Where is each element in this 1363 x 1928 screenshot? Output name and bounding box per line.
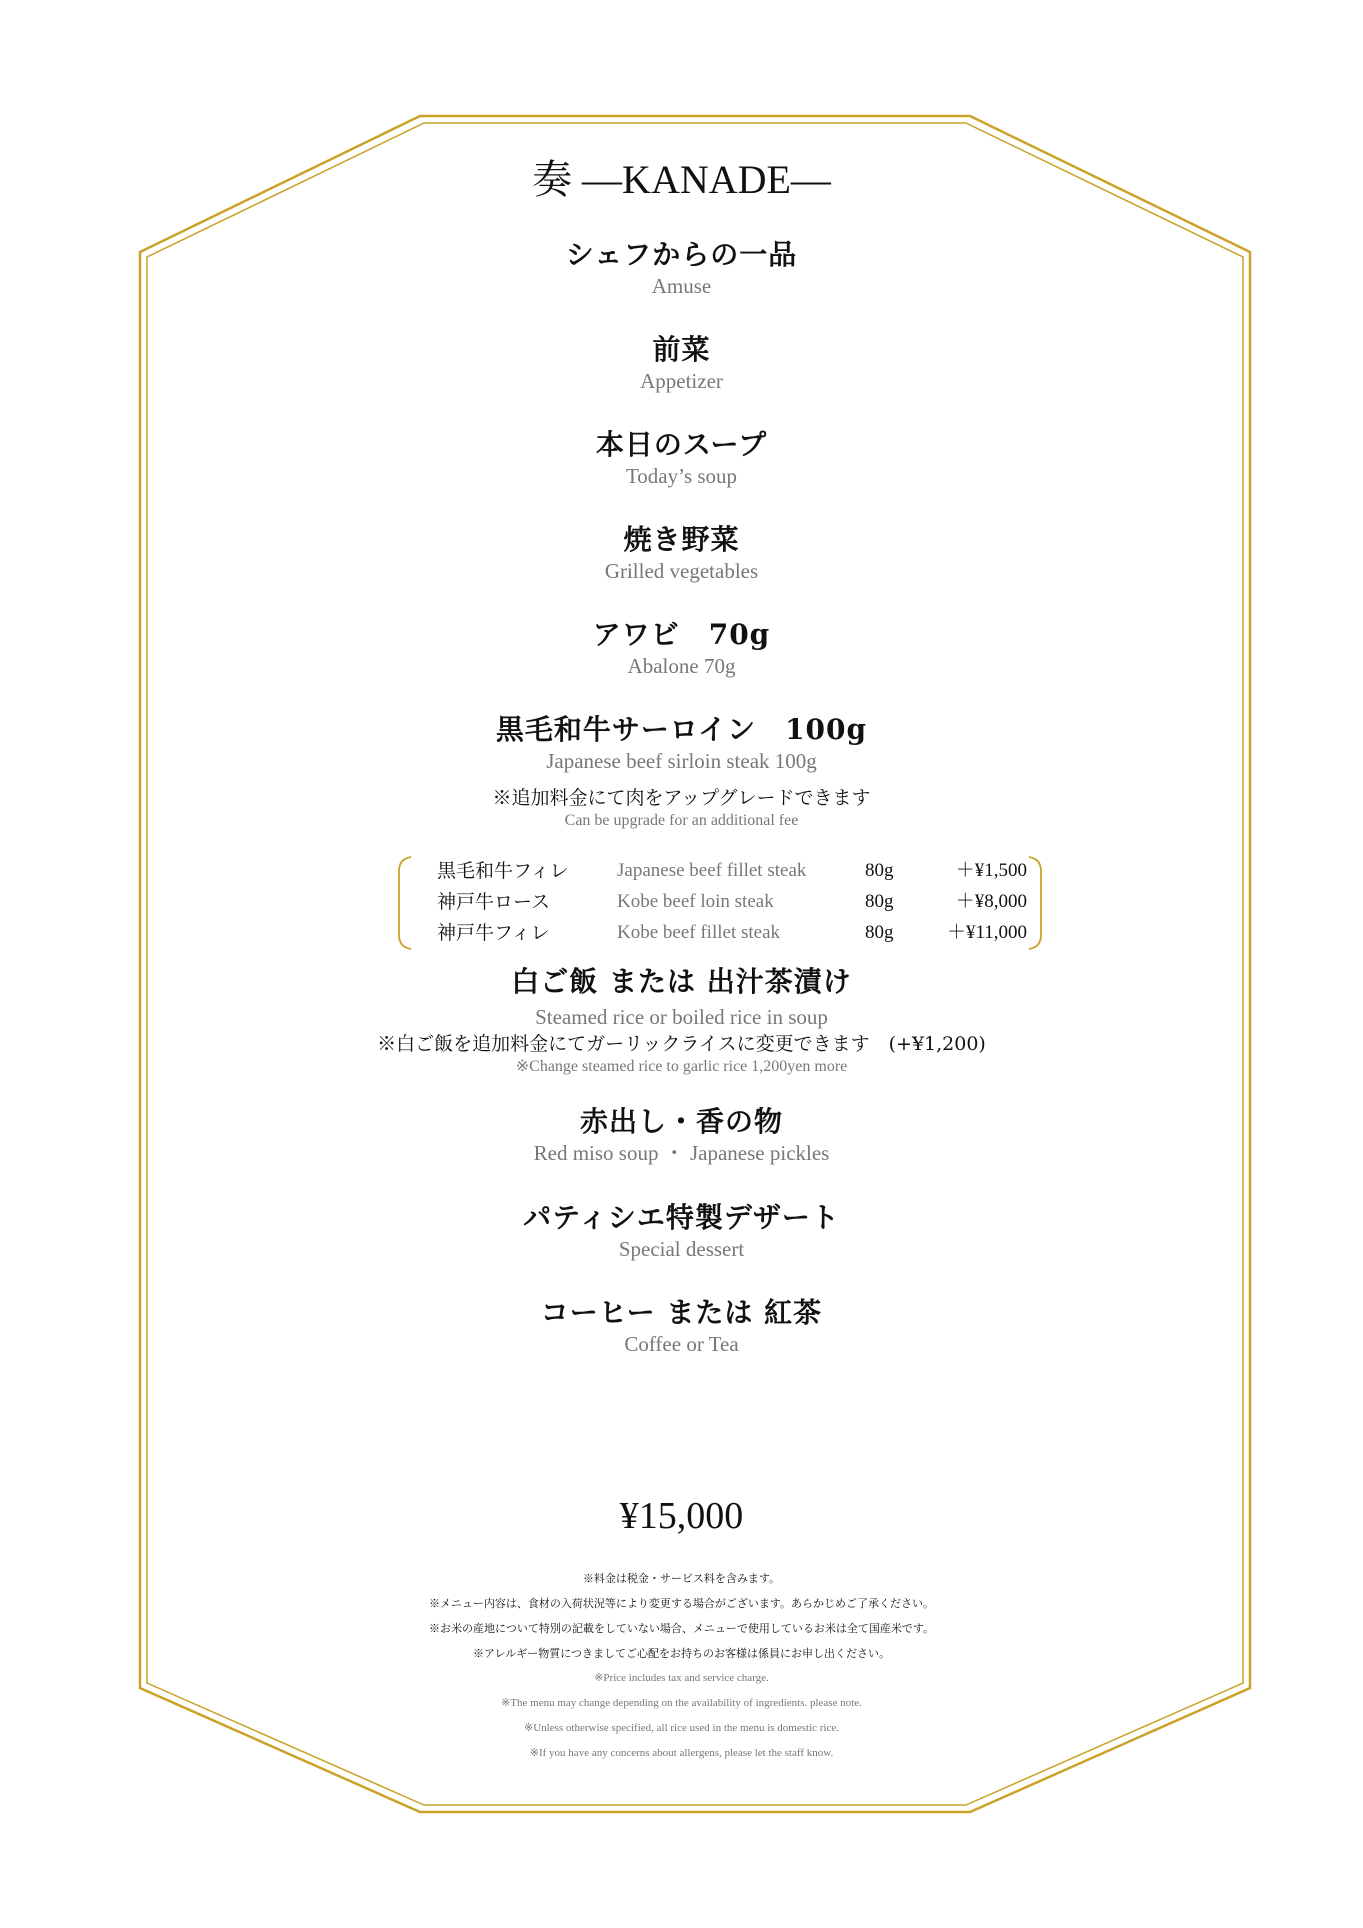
course-dessert	[0, 1201, 1363, 1263]
course-vegetables	[0, 523, 1363, 585]
note-en: ※Change steamed rice to garlic rice 1,200yen more	[515, 1058, 848, 1075]
course-en-name: Grilled vegetables	[604, 559, 759, 583]
course-en-name: Japanese beef sirloin steak 100g	[546, 749, 817, 773]
upgrade-weight: 80g	[865, 891, 894, 912]
upgrade-jp: 黒毛和牛フィレ	[437, 860, 569, 882]
course-jp-name: 黒毛和牛サーロイン 100g	[495, 713, 868, 746]
upgrade-en: Japanese beef fillet steak	[617, 860, 807, 881]
course-jp-name: コーヒー または 紅茶	[540, 1296, 823, 1329]
footnote-en: ※The menu may change depending on the availability of ingredients. please note.	[501, 1697, 862, 1709]
course-jp-name: 本日のスープ	[595, 428, 768, 461]
footnote-en: ※Price includes tax and service charge.	[594, 1672, 769, 1684]
note-en: Can be upgrade for an additional fee	[564, 812, 799, 829]
note-jp: ※白ご飯を追加料金にてガーリックライスに変更できます (+¥1,200)	[377, 1033, 986, 1055]
footnotes	[0, 1566, 1363, 1766]
upgrade-options	[395, 855, 1045, 951]
course-soup	[0, 428, 1363, 490]
course-abalone	[0, 618, 1363, 680]
course-en-name: Amuse	[651, 274, 712, 298]
course-appetizer	[0, 333, 1363, 395]
note-jp: ※追加料金にて肉をアップグレードできます	[492, 787, 871, 809]
upgrade-jp: 神戸牛ロース	[437, 891, 551, 913]
upgrade-price: ＋¥8,000	[955, 891, 1027, 912]
course-en-name: Abalone 70g	[627, 654, 736, 678]
course-amuse	[0, 238, 1363, 300]
upgrade-price: ＋¥1,500	[955, 860, 1027, 881]
course-en-name: Today’s soup	[625, 464, 738, 488]
course-en-name: Red miso soup ・ Japanese pickles	[533, 1141, 830, 1165]
course-sirloin	[0, 713, 1363, 775]
beef-upgrade-note	[0, 786, 1363, 832]
footnote-en: ※Unless otherwise specified, all rice used in the menu is domestic rice.	[524, 1722, 839, 1734]
course-jp-name: 白ご飯 または 出汁茶漬け	[511, 965, 852, 998]
course-rice	[0, 965, 1363, 1031]
course-en-name: Steamed rice or boiled rice in soup	[535, 1005, 828, 1029]
course-jp-name: 前菜	[652, 333, 711, 366]
course-drink	[0, 1296, 1363, 1358]
footnote-jp: ※アレルギー物質につきましてご心配をお持ちのお客様は係員にお申し出ください。	[472, 1647, 891, 1660]
course-price: ¥15,000	[619, 1495, 744, 1537]
footnote-jp: ※メニュー内容は、食材の入荷状況等により変更する場合がございます。あらかじめご了承ください。	[428, 1597, 935, 1610]
course-en-name: Appetizer	[640, 369, 723, 393]
course-miso	[0, 1105, 1363, 1167]
upgrade-weight: 80g	[865, 922, 894, 943]
course-jp-name: パティシエ特製デザート	[523, 1201, 840, 1234]
upgrade-en: Kobe beef loin steak	[617, 891, 774, 912]
footnote-jp: ※料金は税金・サービス料を含みます。	[582, 1572, 781, 1585]
footnote-en: ※If you have any concerns about allergens, please let the staff know.	[529, 1747, 834, 1759]
rice-upgrade-note	[0, 1032, 1363, 1078]
upgrade-weight: 80g	[865, 860, 894, 881]
course-jp-name: シェフからの一品	[565, 238, 798, 271]
course-en-name: Special dessert	[618, 1237, 745, 1261]
upgrade-row	[395, 855, 1045, 887]
upgrade-price: ＋¥11,000	[946, 922, 1027, 943]
course-jp-name: アワビ 70g	[592, 618, 771, 651]
upgrade-row	[395, 886, 1045, 918]
upgrade-row	[395, 917, 1045, 949]
course-jp-name: 赤出し・香の物	[579, 1105, 783, 1138]
course-en-name: Coffee or Tea	[624, 1332, 739, 1356]
menu-title: 奏 —KANADE—	[532, 157, 831, 202]
upgrade-jp: 神戸牛フィレ	[437, 922, 550, 944]
course-jp-name: 焼き野菜	[623, 523, 740, 556]
upgrade-en: Kobe beef fillet steak	[617, 922, 781, 943]
footnote-jp: ※お米の産地について特別の記載をしていない場合、メニューで使用しているお米は全て国産米です。	[429, 1622, 934, 1635]
